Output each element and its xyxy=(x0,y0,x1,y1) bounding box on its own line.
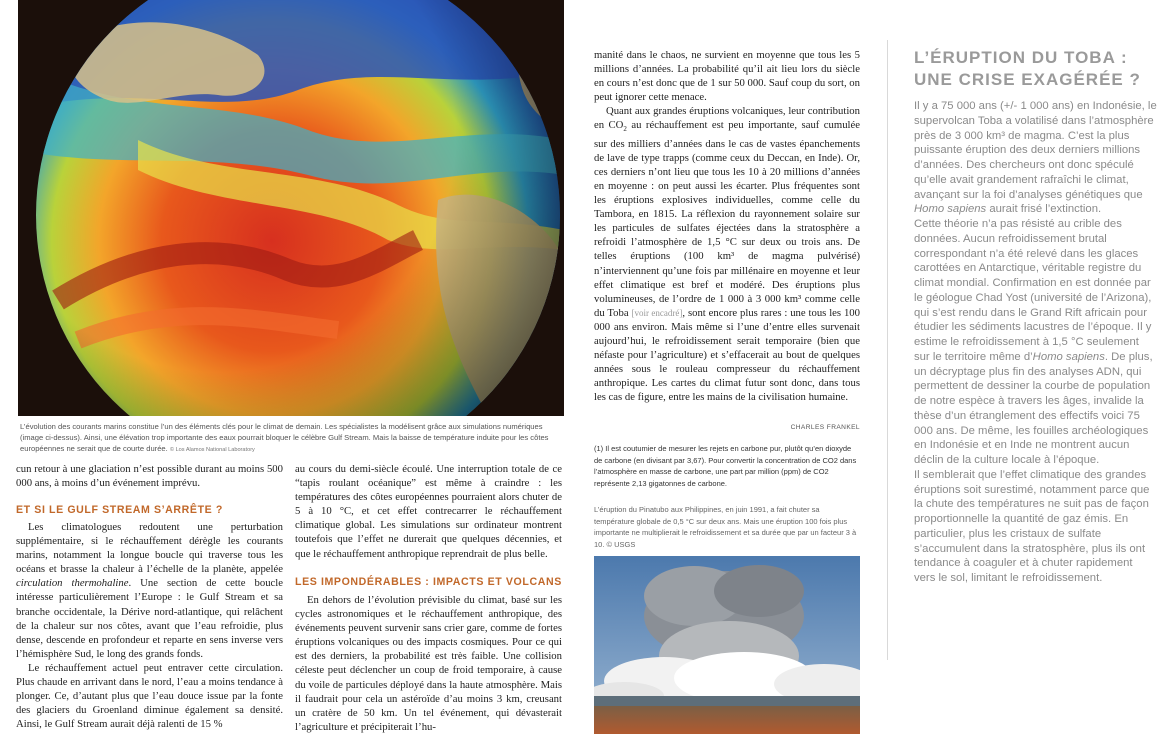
author-signature: CHARLES FRANKEL xyxy=(790,424,860,431)
column-2-body xyxy=(295,593,562,734)
sidebar-body xyxy=(914,99,1157,586)
col2-paragraph-1: au cours du demi-siècle écoulé. Une interruption totale de ce “tapis roulant océanique” est même à craindre : les températures des côtes européennes pourraient alors chuter de 5 à 10 °C, et cet effet contrecarrer le réchauffement climatique global. Les simulations sur ordinateur montrent toutefois que l’effet ne durerait que quelques décennies, et que le réchauffement anthropique reprendrait de plus belle. xyxy=(295,463,562,560)
col2-paragraph-2: En dehors de l’évolution prévisible du climat, basé sur les cycles astronomiques et le réchauffement anthropique, des événements peuvent survenir sans crier gare, comme de fortes éruptions volcaniques ou des impacts cosmiques. Pour ce qui est des derniers, la probabilité est très faible. Une collision céleste peut déclencher un coup de froid temporaire, à cause du voile de particules déployé dans la haute atmosphère. Mais il faudrait pour cela un astéroïde d’au moins 3 km, creusant un cratère de 50 km. Un tel événement, qui dévasterait l’agriculture et précipiterait l’hu- xyxy=(295,594,562,733)
sidebar-divider xyxy=(887,40,888,660)
column-3 xyxy=(594,48,860,404)
sidebar-paragraph-1: Il y a 75 000 ans (+/- 1 000 ans) en Indonésie, le supervolcan Toba a volatilisé dans l’atmosphère près de 3 000 km³ de magma. C’est la plus puissante éruption des deux derniers millions d’années. Des chercheurs ont donc spéculé qu’elle avait grandement rafraîchi le climat, avançant sur la foi d’analyses génétiques que Homo sapiens aurait frisé l’extinction. xyxy=(914,100,1157,216)
heading-imponderables: LES IMPONDÉRABLES : IMPACTS ET VOLCANS xyxy=(295,576,562,588)
sidebar-title xyxy=(914,47,1164,91)
col1-intro: cun retour à une glaciation n’est possible durant au moins 500 000 ans, à moins d’un événement imprévu. xyxy=(16,463,283,490)
ocean-simulation-globe-image xyxy=(18,0,564,416)
pinatubo-caption: L’éruption du Pinatubo aux Philippines, en juin 1991, a fait chuter sa température globale de 0,5 °C sur deux ans. Mais une éruption 100 fois plus importante ne multiplierait le refroidissement et sa durée que par un facteur 3 à 10. © USGS xyxy=(594,505,857,549)
column-2 xyxy=(295,462,562,561)
pinatubo-eruption-photo xyxy=(594,556,860,734)
column-1 xyxy=(16,462,283,490)
col3-paragraph-2: Quant aux grandes éruptions volcaniques, leur contribution en $CO_2$ au réchauffement est peu importante, sauf cumulée sur des milliers d’années dans le cas de vastes épanchements de lave de type trapps (comme ceux du Deccan, en Inde). Or, ces derniers n’ont lieu que tous les 10 à 20 millions d’années en moyenne : on peut aussi les écarter. Plus fréquentes sont les éruptions explosives individuelles, comme celle du Tambora, en 1815. La réflexion du rayonnement solaire sur les particules de sulfates éjectées dans la stratosphère a refroidi l’atmosphère de 1,5 °C sur deux ou trois ans. De telles éruptions (100 km³ de magma pulvérisé) n’interviennent qu’une fois par millénaire en moyenne et leur effet climatique est bref et modéré. Des éruptions plus volumineuses, de l’ordre de 1 000 à 3 000 km³ comme celle du Toba [voir encadré], sont encore plus rares : une tous les 100 000 ans environ. Mais même si l’une d’entre elles survenait aujourd’hui, le refroidissement serait temporaire (bien que néfaste pour l’agriculture) et s’effacerait au bout de quelques années sous le rouleau compresseur du réchauffement anthropique. Les cartes du climat futur sont donc, dans tous les cas de figure, entre les mains de la civilisation humaine. xyxy=(594,105,861,404)
col1-paragraph-2: Le réchauffement actuel peut entraver cette circulation. Plus chaude en arrivant dans le nord, l’eau a moins tendance à plonger. Ce, d’autant plus que l’eau douce issue par la fonte des glaciers du Groenland diminue également sa densité. Ainsi, le Gulf Stream aurait déjà ralenti de 15 % xyxy=(16,661,283,731)
heading-gulf-stream: ET SI LE GULF STREAM S’ARRÊTE ? xyxy=(16,504,223,516)
col3-paragraph-1: manité dans le chaos, ne survient en moyenne que tous les 5 millions d’années. La probabilité qu’il ait lieu lors du siècle en cours n’est donc que de 1 sur 50 000. Sauf coup du sort, on peut ignorer cette menace. xyxy=(594,49,860,104)
sidebar-paragraph-2: Cette théorie n’a pas résisté au crible des données. Aucun refroidissement brutal correspondant n’a été relevé dans les glaces carottées en Antarctique, véritable registre du climat mondial. Confirmation en est donnée par le géologue Chad Yost (université de l’Arizona), qui s’est rendu dans le Grand Rift africain pour étudier les sédiments lacustres de l’époque. Il y estime le refroidissement à 1,5 °C seulement sur le territoire même d’Homo sapiens. De plus, un décryptage plus fin des analyses ADN, qui permettent de dessiner la courbe de population de notre espèce à travers les âges, invalide la thèse d’un étranglement des effectifs voici 75 000 ans. De même, les fouilles archéologiques en Indonésie et en Inde ne montrent aucun déclin de la culture locale à l’époque. xyxy=(914,218,1153,466)
see-box-reference: [voir encadré] xyxy=(631,307,683,318)
pinatubo-illustration xyxy=(594,556,860,734)
globe-caption: L’évolution des courants marins constitue l’un des éléments clés pour le climat de demain. Les spécialistes la modélisent grâce aux simulations numériques (image ci-dessus). Ainsi, une élévation trop importante des eaux pourrait bloquer le célèbre Gulf Stream. Mais la baisse de température induite pour les côtes européennes ne serait que de courte durée. © Los Alamos National Laboratory xyxy=(20,422,549,453)
sidebar-paragraph-3: Il semblerait que l’effet climatique des grandes éruptions soit surestimé, notamment parce que la chute des températures ne suit pas de façon proportionnelle la quantité de gaz émis. En particulier, plus les cristaux de sulfate s’accumulent dans la stratosphère, plus ils ont tendance à coaguler et à chuter rapidement vers le sol, limitant le refroidissement. xyxy=(914,468,1150,584)
sidebar-title-line-2: UNE CRISE EXAGÉRÉE ? xyxy=(914,70,1141,89)
pinatubo-credit: © USGS xyxy=(606,539,636,549)
globe-credit: © Los Alamos National Laboratory xyxy=(169,447,255,453)
globe-illustration xyxy=(18,0,564,416)
col1-paragraph-1: Les climatologues redoutent une perturbation supplémentaire, si le réchauffement dérègle les courants marins, notamment la longue boucle qui traverse tous les océans et brasse la chaleur à l’échelle de la planète, appelée circulation thermohaline. Une section de cette boucle intéresse particulièrement l’Europe : le Gulf Stream et sa branche occidentale, la Dérive nord-atlantique, qui relâchent de la chaleur sur nos côtes, avant que l’eau refroidie, plus dense, descende en profondeur et reparte en sens inverse vers l’hémisphère Sud, le long des grands fonds. xyxy=(16,521,283,660)
sidebar-title-line-1: L’ÉRUPTION DU TOBA : xyxy=(914,48,1128,67)
column-1-body xyxy=(16,520,283,731)
footnote: (1) Il est coutumier de mesurer les rejets en carbone pur, plutôt qu’en dioxyde de carbone (en divisant par 3,67). Pour convertir la concentration de CO2 dans l’atmosphère en masse de carbone, une part par million (ppm) de CO2 représente 2,13 gigatonnes de carbone. xyxy=(594,444,857,488)
